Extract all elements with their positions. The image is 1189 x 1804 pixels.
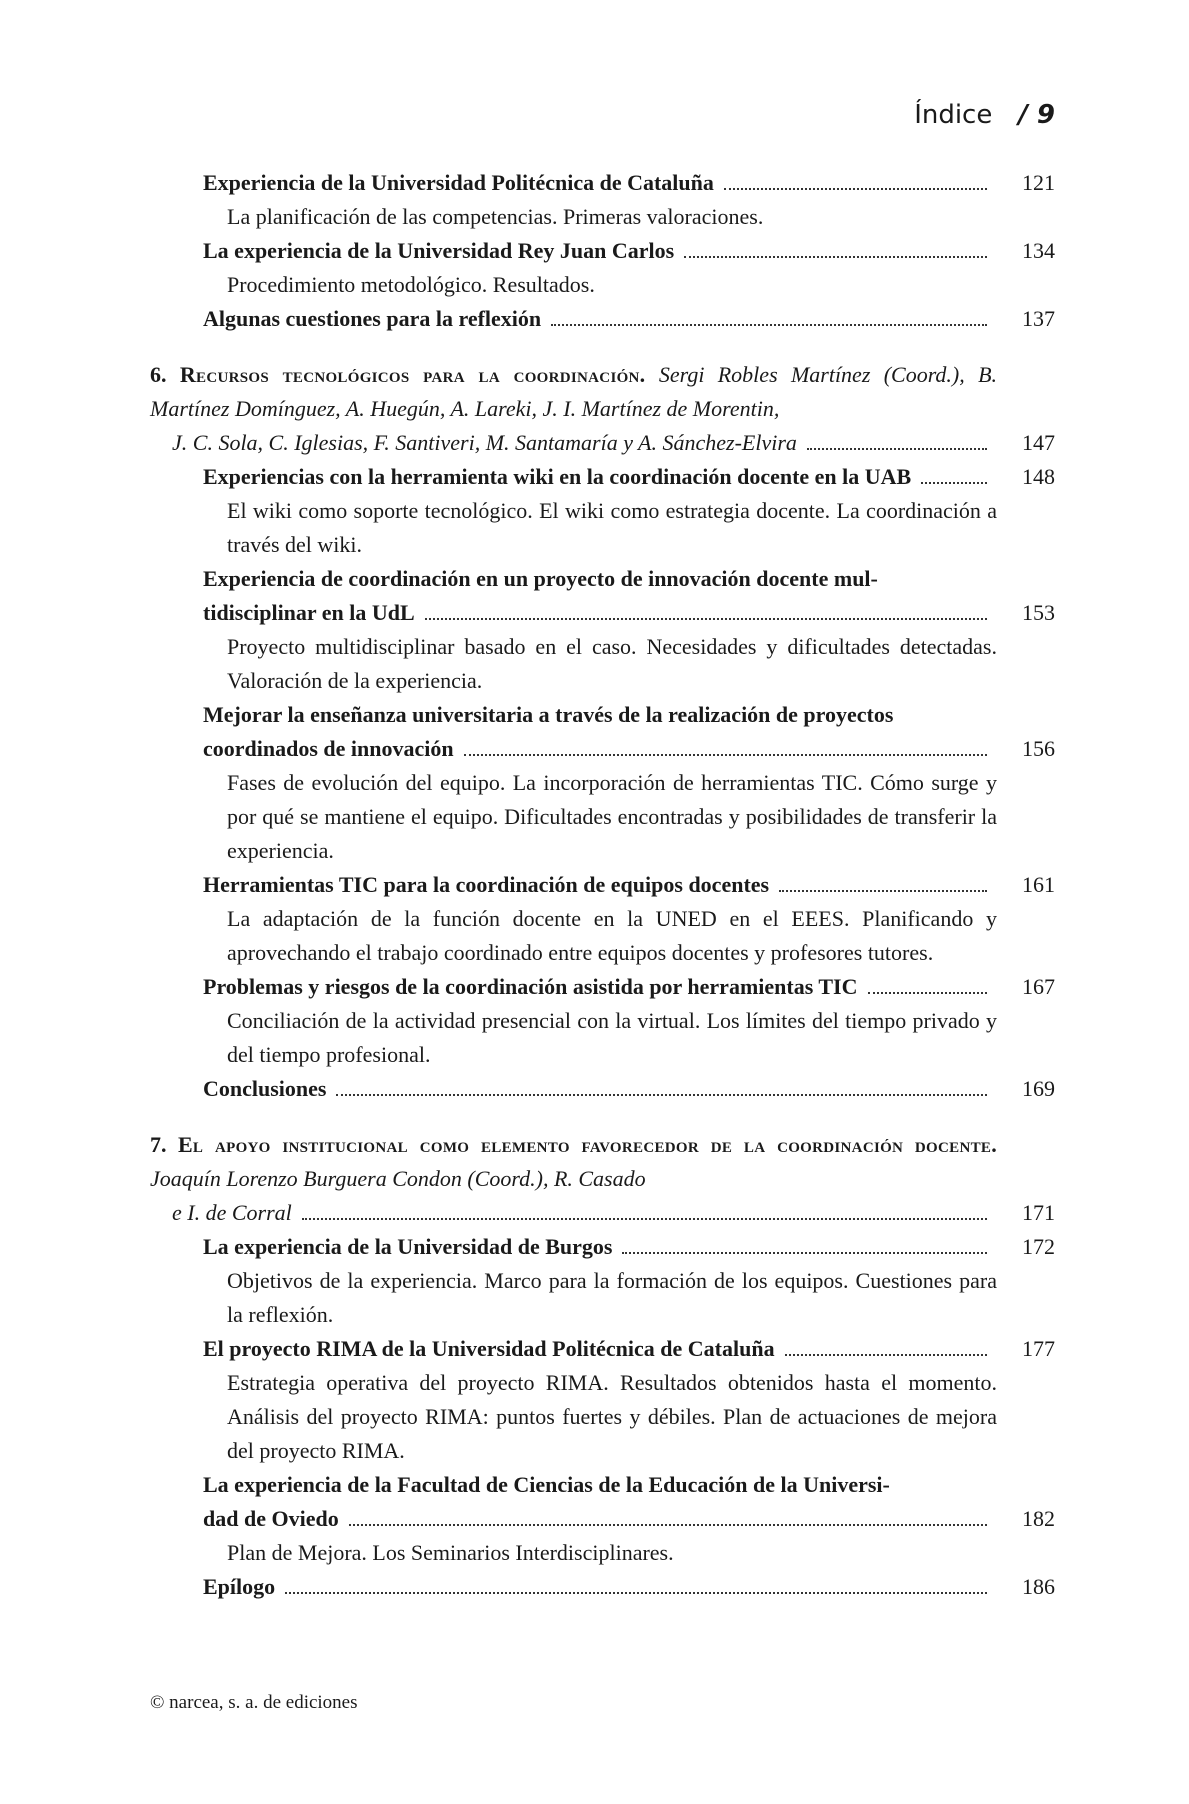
toc-entry[interactable]: [150, 732, 1055, 766]
toc-page-number: 161: [1022, 872, 1055, 897]
chapter-title: Recursos tecnológicos para la coordinación.: [179, 362, 646, 387]
toc-entry-title: Conclusiones: [203, 1076, 327, 1101]
toc-page-number: 134: [1022, 238, 1055, 263]
toc-entry-title: Algunas cuestiones para la reflexión: [203, 306, 542, 331]
toc-entry[interactable]: [150, 1072, 1055, 1106]
table-of-contents: [150, 166, 1055, 1604]
running-header: [914, 100, 1055, 130]
toc-entry[interactable]: [150, 1502, 1055, 1536]
toc-page-number: 177: [1022, 1336, 1055, 1361]
toc-entry[interactable]: [150, 1332, 1055, 1366]
dot-leader: [921, 482, 987, 484]
dot-leader: [785, 1354, 987, 1356]
toc-entry-description: La planificación de las competencias. Primeras valoraciones.: [227, 204, 764, 229]
dot-leader: [302, 1218, 987, 1220]
toc-entry-description: Objetivos de la experiencia. Marco para la formación de los equipos. Cuestiones para la reflexión.: [227, 1268, 997, 1327]
toc-entry-title-continued: coordinados de innovación: [203, 736, 454, 761]
toc-page-number: 169: [1022, 1076, 1055, 1101]
dot-leader: [349, 1524, 987, 1526]
toc-page-number: 172: [1022, 1234, 1055, 1259]
toc-entry-title: Problemas y riesgos de la coordinación asistida por herramientas TIC: [203, 974, 858, 999]
toc-entry-title-continued: tidisciplinar en la UdL: [203, 600, 415, 625]
toc-page-number: 156: [1022, 736, 1055, 761]
toc-page-number: 147: [1022, 430, 1055, 455]
toc-entry-title: La experiencia de la Universidad Rey Juan Carlos: [203, 238, 675, 263]
toc-entry[interactable]: [150, 868, 1055, 902]
copyright-footer: © narcea, s. a. de ediciones: [150, 1692, 358, 1713]
toc-entry[interactable]: [150, 302, 1055, 336]
chapter-authors-continued: e I. de Corral: [172, 1200, 292, 1225]
header-page-number: / 9: [1018, 100, 1055, 130]
dot-leader: [779, 890, 987, 892]
toc-entry-description: El wiki como soporte tecnológico. El wiki como estrategia docente. La coordinación a través del wiki.: [227, 498, 997, 557]
chapter-authors: Sergi Robles Martínez (Coord.), B. Martínez Domínguez, A. Huegún, A. Lareki, J. I. Martínez de Morentin,: [150, 362, 998, 421]
toc-entry-description: Fases de evolución del equipo. La incorporación de herramientas TIC. Cómo surge y por qué se mantiene el equipo. Dificultades encontradas y posibilidades de transferir la experiencia.: [227, 770, 997, 863]
toc-entry-description: Procedimiento metodológico. Resultados.: [227, 272, 595, 297]
chapter-number: 6.: [150, 362, 167, 387]
dot-leader: [336, 1094, 987, 1096]
chapter-6-authors-line[interactable]: [150, 426, 1055, 460]
dot-leader: [868, 992, 988, 994]
toc-entry-title-continued: dad de Oviedo: [203, 1506, 339, 1531]
chapter-7-authors-line[interactable]: [150, 1196, 1055, 1230]
dot-leader: [684, 256, 987, 258]
chapter-number: 7.: [150, 1132, 167, 1157]
toc-entry[interactable]: [150, 1230, 1055, 1264]
toc-entry-title: Herramientas TIC para la coordinación de equipos docentes: [203, 872, 770, 897]
toc-entry-title[interactable]: Mejorar la enseñanza universitaria a través de la realización de proyectos: [203, 702, 894, 727]
toc-page-number: 148: [1022, 464, 1055, 489]
toc-entry-title[interactable]: Experiencia de coordinación en un proyecto de innovación docente mul-: [203, 566, 878, 591]
toc-page-number: 121: [1022, 170, 1055, 195]
toc-entry-title: Epílogo: [203, 1574, 276, 1599]
toc-entry-title: Experiencias con la herramienta wiki en la coordinación docente en la UAB: [203, 464, 912, 489]
dot-leader: [551, 324, 987, 326]
dot-leader: [622, 1252, 987, 1254]
toc-page-number: 182: [1022, 1506, 1055, 1531]
toc-entry-description: Conciliación de la actividad presencial con la virtual. Los límites del tiempo privado y del tiempo profesional.: [227, 1008, 997, 1067]
dot-leader: [425, 618, 987, 620]
toc-entry-title: Experiencia de la Universidad Politécnica de Cataluña: [203, 170, 714, 195]
toc-page-number: 167: [1022, 974, 1055, 999]
toc-entry-title: La experiencia de la Universidad de Burgos: [203, 1234, 613, 1259]
toc-entry-description: Estrategia operativa del proyecto RIMA. Resultados obtenidos hasta el momento. Análisis del proyecto RIMA: puntos fuertes y débiles. Plan de actuaciones de mejora del proyecto RIMA.: [227, 1370, 997, 1463]
toc-entry[interactable]: [150, 1570, 1055, 1604]
chapter-7-heading[interactable]: [150, 1128, 1055, 1196]
header-section: Índice: [914, 100, 993, 130]
toc-entry-description: Plan de Mejora. Los Seminarios Interdisciplinares.: [227, 1540, 674, 1565]
dot-leader: [724, 188, 987, 190]
toc-entry-description: La adaptación de la función docente en la UNED en el EEES. Planificando y aprovechando el trabajo coordinado entre equipos docentes y profesores tutores.: [227, 906, 997, 965]
chapter-title: El apoyo institucional como elemento favorecedor de la coordinación docente.: [177, 1132, 998, 1157]
dot-leader: [807, 448, 987, 450]
chapter-authors-continued: J. C. Sola, C. Iglesias, F. Santiveri, M. Santamaría y A. Sánchez-Elvira: [172, 430, 797, 455]
toc-entry[interactable]: [150, 166, 1055, 200]
toc-entry-title: El proyecto RIMA de la Universidad Politécnica de Cataluña: [203, 1336, 775, 1361]
toc-entry[interactable]: [150, 234, 1055, 268]
dot-leader: [464, 754, 987, 756]
toc-entry-title[interactable]: La experiencia de la Facultad de Ciencias de la Educación de la Universi-: [203, 1472, 890, 1497]
toc-entry-description: Proyecto multidisciplinar basado en el caso. Necesidades y dificultades detectadas. Valoración de la experiencia.: [227, 634, 997, 693]
toc-page-number: 137: [1022, 306, 1055, 331]
toc-entry[interactable]: [150, 460, 1055, 494]
chapter-6-heading[interactable]: [150, 358, 1055, 426]
toc-page-number: 186: [1022, 1574, 1055, 1599]
toc-page-number: 153: [1022, 600, 1055, 625]
toc-entry[interactable]: [150, 596, 1055, 630]
toc-entry[interactable]: [150, 970, 1055, 1004]
dot-leader: [285, 1592, 987, 1594]
toc-page-number: 171: [1022, 1200, 1055, 1225]
chapter-authors: Joaquín Lorenzo Burguera Condon (Coord.), R. Casado: [150, 1166, 646, 1191]
